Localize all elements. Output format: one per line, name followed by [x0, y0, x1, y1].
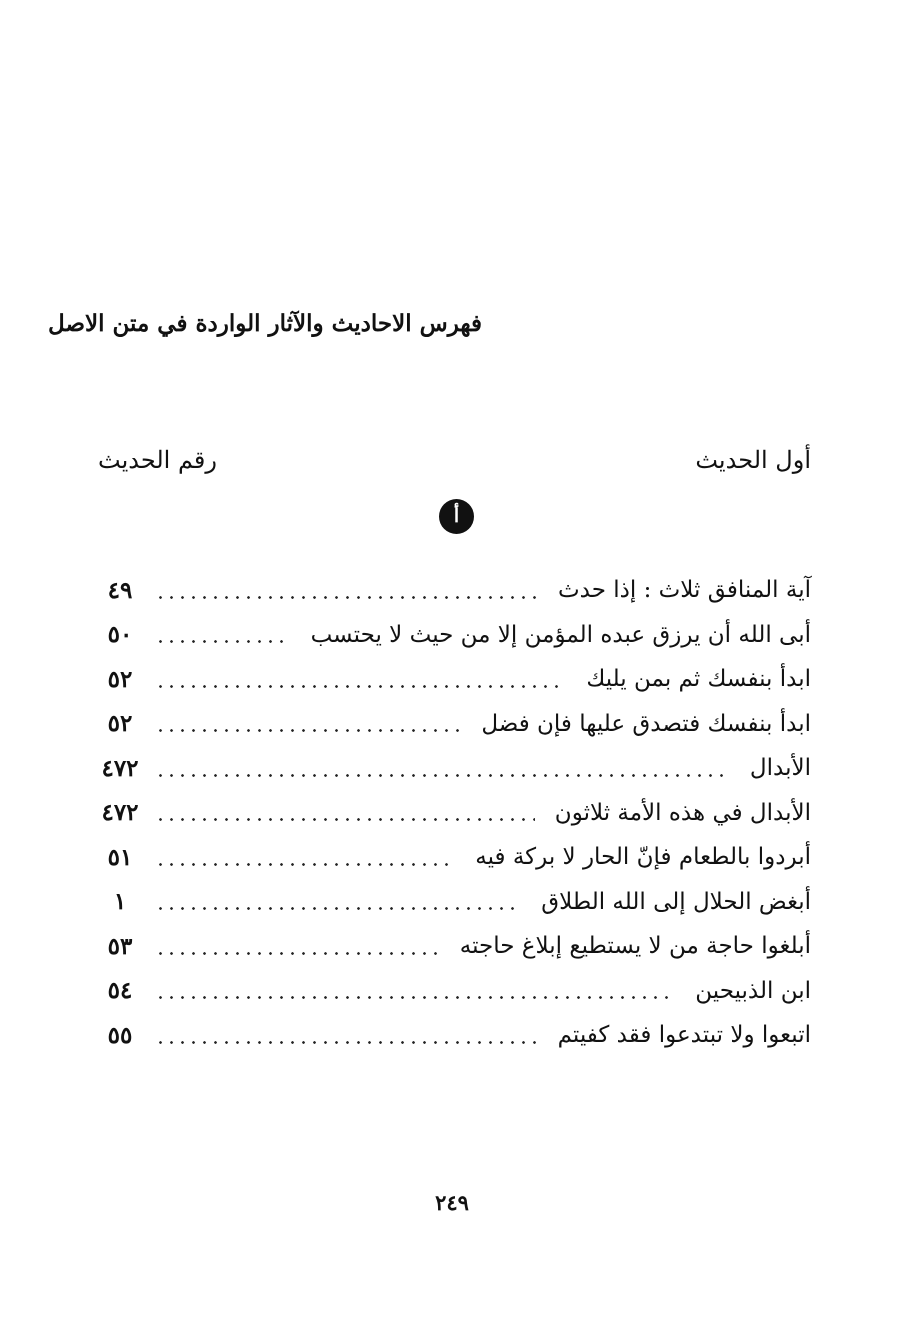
entry-text: أبى الله أن يرزق عبده المؤمن إلا من حيث لا يحتسب [310, 621, 811, 648]
page-number: ٢٤٩ [435, 1190, 469, 1215]
entry-text: الأبدال [749, 755, 811, 782]
entry-number: ٤٩ [107, 576, 133, 604]
entry-text: ابدأ بنفسك فتصدق عليها فإن فضل [481, 710, 811, 737]
index-entry [95, 1013, 811, 1058]
entry-number: ٤٧٢ [101, 754, 139, 782]
entry-text: ابن الذبيحين [695, 977, 811, 1004]
index-entry [95, 924, 811, 969]
leader-dots [155, 729, 461, 732]
leader-dots [155, 685, 566, 688]
leader-dots [155, 640, 291, 643]
entry-text: الأبدال في هذه الأمة ثلاثون [554, 799, 811, 826]
entry-text: أبردوا بالطعام فإنّ الحار لا بركة فيه [475, 844, 811, 871]
entry-number: ٥٤ [107, 977, 133, 1005]
entry-number: ٥٢ [107, 710, 133, 738]
leader-dots [155, 952, 440, 955]
entry-text: أبغض الحلال إلى الله الطلاق [541, 888, 811, 915]
column-header-hadith-number: رقم الحديث [98, 446, 217, 474]
index-entry [95, 702, 811, 747]
entry-text: آية المنافق ثلاث : إذا حدث [558, 577, 811, 604]
entry-number: ١ [113, 888, 127, 916]
index-entry [95, 880, 811, 925]
index-entry [95, 791, 811, 836]
entry-number: ٥٥ [107, 1021, 133, 1049]
page-title: فهرس الاحاديث والآثار الواردة في متن الاصل [48, 310, 482, 337]
index-entry [95, 613, 811, 658]
index-entry [95, 969, 811, 1014]
leader-dots [155, 774, 730, 777]
leader-dots [155, 907, 521, 910]
section-letter-badge [439, 499, 474, 534]
entry-number: ٥٠ [107, 621, 133, 649]
index-entry [95, 657, 811, 702]
entry-number: ٥٢ [107, 665, 133, 693]
leader-dots [155, 863, 455, 866]
index-entries-list [95, 568, 811, 1058]
entry-number: ٤٧٢ [101, 799, 139, 827]
entry-number: ٥٣ [107, 932, 133, 960]
index-entry [95, 835, 811, 880]
entry-text: اتبعوا ولا تبتدعوا فقد كفيتم [557, 1022, 811, 1049]
entry-text: ابدأ بنفسك ثم بمن يليك [586, 666, 811, 693]
column-header-hadith-start: أول الحديث [695, 446, 811, 474]
leader-dots [155, 996, 675, 999]
section-letter: أ [453, 505, 460, 527]
index-entry [95, 746, 811, 791]
leader-dots [155, 1041, 538, 1044]
leader-dots [155, 818, 535, 821]
index-entry [95, 568, 811, 613]
entry-text: أبلغوا حاجة من لا يستطيع إبلاغ حاجته [459, 933, 811, 960]
leader-dots [155, 596, 538, 599]
entry-number: ٥١ [107, 843, 133, 871]
